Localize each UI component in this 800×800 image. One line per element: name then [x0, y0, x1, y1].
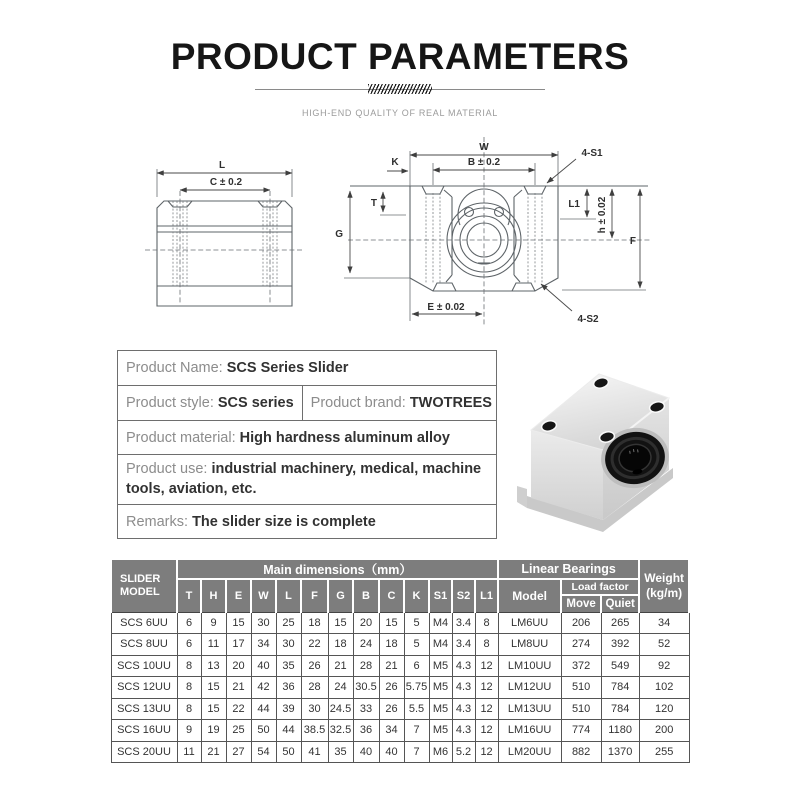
spec-col-dim-s2: S2: [452, 579, 475, 612]
cell-value: 8: [475, 612, 498, 634]
info-label: Remarks:: [126, 513, 193, 530]
cell-value: 274: [561, 634, 601, 656]
table-row: [111, 612, 689, 634]
spec-col-dim-b: B: [353, 579, 379, 612]
table-row: [111, 634, 689, 656]
info-value: High hardness aluminum alloy: [239, 429, 450, 446]
page-subtitle: HIGH-END QUALITY OF REAL MATERIAL: [302, 108, 498, 118]
cell-value: 774: [561, 720, 601, 742]
cell-value: 200: [639, 720, 689, 742]
cell-value: 40: [353, 741, 379, 763]
table-row: [111, 677, 689, 699]
cell-value: 15: [201, 677, 226, 699]
divider-hatch-icon: [368, 84, 432, 94]
cell-value: M5: [429, 698, 452, 720]
cell-bearing-model: LM12UU: [498, 677, 561, 699]
cell-value: 24: [353, 634, 379, 656]
cell-value: 44: [251, 698, 276, 720]
cell-value: 42: [251, 677, 276, 699]
spec-header-row-1: [111, 559, 689, 579]
info-value: SCS Series Slider: [226, 360, 349, 376]
cell-value: 30: [301, 698, 328, 720]
cell-value: 549: [601, 655, 639, 677]
cell-value: 19: [201, 720, 226, 742]
cell-value: 9: [177, 720, 201, 742]
cell-value: 30: [276, 634, 301, 656]
spec-col-dim-l: L: [276, 579, 301, 612]
cell-value: 12: [475, 655, 498, 677]
cell-value: M5: [429, 720, 452, 742]
cell-value: 21: [379, 655, 404, 677]
cell-value: 6: [404, 655, 429, 677]
dim-label-s1: 4-S1: [581, 148, 603, 159]
cell-value: 4.3: [452, 655, 475, 677]
cell-value: 41: [301, 741, 328, 763]
cell-value: 8: [475, 634, 498, 656]
table-row: [111, 655, 689, 677]
cell-value: 8: [177, 655, 201, 677]
cell-value: 392: [601, 634, 639, 656]
spec-col-load-factor: Load factor: [561, 579, 639, 595]
cell-slider-model: SCS 13UU: [111, 698, 177, 720]
cell-value: 12: [475, 720, 498, 742]
table-row: [111, 741, 689, 763]
info-value: industrial machinery, medical, machine tools, aviation, etc.: [126, 461, 482, 497]
cell-value: M4: [429, 612, 452, 634]
cell-value: 206: [561, 612, 601, 634]
cell-slider-model: SCS 20UU: [111, 741, 177, 763]
technical-drawing: [100, 133, 700, 348]
spec-col-bearing-model: Model: [498, 579, 561, 612]
cell-value: 18: [301, 612, 328, 634]
cell-slider-model: SCS 8UU: [111, 634, 177, 656]
info-label: Product style:: [126, 395, 218, 411]
cell-value: 6: [177, 634, 201, 656]
cell-bearing-model: LM13UU: [498, 698, 561, 720]
cell-bearing-model: LM10UU: [498, 655, 561, 677]
spec-col-dim-e: E: [226, 579, 251, 612]
info-row-material: [118, 420, 496, 454]
cell-value: 372: [561, 655, 601, 677]
cell-value: 35: [328, 741, 353, 763]
spec-col-dim-k: K: [404, 579, 429, 612]
cell-value: 28: [301, 677, 328, 699]
front-view: [335, 137, 652, 325]
product-info-table: [117, 350, 497, 539]
dim-label-s2: 4-S2: [577, 314, 599, 325]
cell-value: 4.3: [452, 677, 475, 699]
dim-label-b: B ± 0.2: [467, 157, 501, 168]
cell-value: 26: [301, 655, 328, 677]
cell-value: 20: [353, 612, 379, 634]
product-photo: [503, 350, 697, 537]
cell-value: 18: [379, 634, 404, 656]
spec-group-main-dimensions: Main dimensions（mm）: [177, 559, 498, 579]
cell-value: 27: [226, 741, 251, 763]
cell-slider-model: SCS 6UU: [111, 612, 177, 634]
cell-value: 20: [226, 655, 251, 677]
cell-value: M5: [429, 677, 452, 699]
cell-value: 44: [276, 720, 301, 742]
spec-header-row-2: [111, 579, 689, 595]
dim-label-f: F: [629, 236, 636, 247]
info-label: Product Name:: [126, 360, 227, 376]
spec-col-dim-f: F: [301, 579, 328, 612]
dim-label-c: C ± 0.2: [209, 177, 243, 188]
cell-value: 11: [177, 741, 201, 763]
dim-label-e: E ± 0.02: [427, 302, 465, 313]
spec-table: [110, 558, 690, 763]
cell-value: 36: [353, 720, 379, 742]
cell-value: 5.5: [404, 698, 429, 720]
cell-value: 255: [639, 741, 689, 763]
cell-value: 35: [276, 655, 301, 677]
cell-value: 784: [601, 698, 639, 720]
cell-value: 15: [201, 698, 226, 720]
spec-col-dim-l1: L1: [475, 579, 498, 612]
cell-value: 12: [475, 698, 498, 720]
cell-value: 1370: [601, 741, 639, 763]
cell-value: 38.5: [301, 720, 328, 742]
spec-col-dim-s1: S1: [429, 579, 452, 612]
cell-value: 882: [561, 741, 601, 763]
cell-value: 4.3: [452, 720, 475, 742]
cell-value: 24: [328, 677, 353, 699]
info-value: The slider size is complete: [192, 513, 376, 530]
technical-drawing-svg: [100, 133, 700, 348]
cell-bearing-model: LM20UU: [498, 741, 561, 763]
cell-value: 120: [639, 698, 689, 720]
cell-value: 50: [276, 741, 301, 763]
cell-value: 9: [201, 612, 226, 634]
spec-group-linear-bearings: Linear Bearings: [498, 559, 639, 579]
cell-value: 25: [226, 720, 251, 742]
cell-value: 52: [639, 634, 689, 656]
cell-value: 8: [177, 698, 201, 720]
cell-value: 22: [301, 634, 328, 656]
dim-label-t: T: [370, 198, 377, 209]
slider-block-render: [517, 374, 674, 532]
product-photo-svg: [503, 350, 697, 537]
table-row: [111, 698, 689, 720]
spec-col-dim-t: T: [177, 579, 201, 612]
dim-label-k: K: [391, 157, 399, 168]
cell-value: 1180: [601, 720, 639, 742]
cell-value: 784: [601, 677, 639, 699]
cell-value: 5: [404, 634, 429, 656]
cell-value: 24.5: [328, 698, 353, 720]
cell-value: 7: [404, 741, 429, 763]
info-label: Product use:: [126, 461, 212, 477]
cell-value: 102: [639, 677, 689, 699]
spec-col-dim-c: C: [379, 579, 404, 612]
cell-value: 12: [475, 741, 498, 763]
side-view: [145, 160, 304, 306]
info-cell-style: [118, 386, 302, 420]
cell-bearing-model: LM16UU: [498, 720, 561, 742]
info-label: Product brand:: [310, 395, 410, 411]
cell-bearing-model: LM6UU: [498, 612, 561, 634]
table-row: [111, 720, 689, 742]
dim-label-g: G: [335, 229, 343, 240]
cell-value: 4.3: [452, 698, 475, 720]
cell-value: 34: [251, 634, 276, 656]
cell-value: 32.5: [328, 720, 353, 742]
cell-value: 25: [276, 612, 301, 634]
spec-col-quiet: Quiet: [601, 595, 639, 612]
cell-value: M6: [429, 741, 452, 763]
spec-col-dim-g: G: [328, 579, 353, 612]
cell-value: 6: [177, 612, 201, 634]
cell-value: 18: [328, 634, 353, 656]
info-row-use: [118, 454, 496, 504]
cell-value: 12: [475, 677, 498, 699]
info-label: Product material:: [126, 429, 240, 446]
cell-slider-model: SCS 12UU: [111, 677, 177, 699]
spec-table-body: [111, 612, 689, 763]
cell-slider-model: SCS 16UU: [111, 720, 177, 742]
cell-value: 3.4: [452, 612, 475, 634]
cell-bearing-model: LM8UU: [498, 634, 561, 656]
spec-table-wrap: [110, 558, 688, 763]
spec-col-dim-h: H: [201, 579, 226, 612]
cell-value: 510: [561, 677, 601, 699]
spec-col-move: Move: [561, 595, 601, 612]
cell-value: 30.5: [353, 677, 379, 699]
cell-value: 50: [251, 720, 276, 742]
cell-value: 21: [226, 677, 251, 699]
cell-value: 33: [353, 698, 379, 720]
dim-label-h: h ± 0.02: [597, 196, 608, 234]
cell-value: 30: [251, 612, 276, 634]
dim-label-l1: L1: [568, 199, 580, 210]
cell-value: 28: [353, 655, 379, 677]
cell-value: 15: [226, 612, 251, 634]
cell-value: 510: [561, 698, 601, 720]
cell-value: 13: [201, 655, 226, 677]
title-divider: [255, 84, 545, 94]
cell-value: 40: [379, 741, 404, 763]
cell-value: 11: [201, 634, 226, 656]
cell-value: 26: [379, 698, 404, 720]
cell-value: M5: [429, 655, 452, 677]
cell-value: 22: [226, 698, 251, 720]
info-row-remarks: [118, 504, 496, 538]
dim-label-w: W: [479, 142, 489, 153]
info-value: SCS series: [217, 395, 294, 411]
cell-value: 5: [404, 612, 429, 634]
cell-value: 3.4: [452, 634, 475, 656]
spec-col-weight: Weight (kg/m): [639, 559, 689, 612]
cell-value: 17: [226, 634, 251, 656]
cell-value: 39: [276, 698, 301, 720]
dim-label-l: L: [218, 160, 226, 171]
info-value: TWOTREES: [409, 395, 492, 411]
cell-value: 54: [251, 741, 276, 763]
cell-value: 92: [639, 655, 689, 677]
page-title: PRODUCT PARAMETERS: [170, 36, 630, 77]
cell-value: 21: [328, 655, 353, 677]
cell-value: 15: [328, 612, 353, 634]
cell-value: 265: [601, 612, 639, 634]
cell-value: 36: [276, 677, 301, 699]
cell-value: 5.75: [404, 677, 429, 699]
cell-value: 7: [404, 720, 429, 742]
info-cell-brand: [302, 386, 500, 420]
cell-value: 26: [379, 677, 404, 699]
info-row-name: [118, 351, 496, 385]
cell-value: 21: [201, 741, 226, 763]
cell-value: 34: [379, 720, 404, 742]
info-row-style-brand: [118, 385, 496, 420]
cell-value: 40: [251, 655, 276, 677]
cell-value: 8: [177, 677, 201, 699]
cell-slider-model: SCS 10UU: [111, 655, 177, 677]
cell-value: 5.2: [452, 741, 475, 763]
cell-value: 34: [639, 612, 689, 634]
spec-col-dim-w: W: [251, 579, 276, 612]
cell-value: M4: [429, 634, 452, 656]
spec-col-slider-model: SLIDER MODEL: [111, 559, 177, 612]
cell-value: 15: [379, 612, 404, 634]
